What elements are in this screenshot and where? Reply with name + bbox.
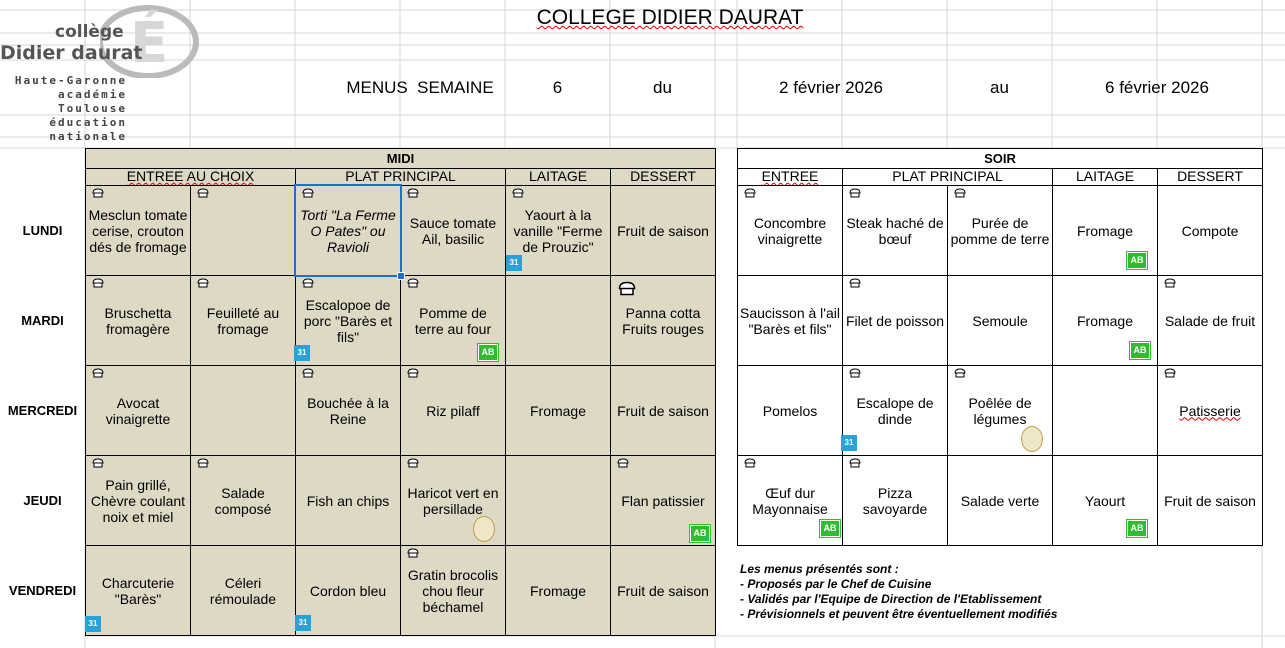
midi-lundi-dessert[interactable]: Fruit de saison	[610, 185, 716, 276]
vegetarian-icon	[473, 516, 495, 542]
soir-mardi-plat[interactable]: Filet de poisson	[842, 275, 948, 366]
midi-mardi-dessert[interactable]: Panna cotta Fruits rouges	[610, 275, 716, 366]
midi-col-entree: ENTREE AU CHOIX	[85, 168, 296, 186]
day-vendredi: VENDREDI	[8, 583, 77, 598]
midi-vendredi-plat[interactable]: Cordon bleu	[295, 545, 401, 636]
logo-subtitle	[2, 74, 127, 144]
day-mardi: MARDI	[21, 313, 64, 328]
soir-lundi-accomp[interactable]: Purée de pomme de terre	[947, 185, 1053, 276]
end-date: 6 février 2026	[1105, 78, 1209, 97]
chef-hat-icon	[954, 188, 966, 198]
local-product-icon: 31	[294, 345, 310, 361]
midi-mercredi-accomp[interactable]: Riz pilaff	[400, 365, 506, 456]
logo-nationale: nationale	[49, 130, 127, 143]
midi-jeudi-accomp[interactable]: Haricot vert en persillade	[400, 455, 506, 546]
midi-lundi-laitage[interactable]: Yaourt à la vanille "Ferme de Prouzic"	[505, 185, 611, 276]
soir-mardi-entree[interactable]: Saucisson à l'ail "Barès et fils"	[737, 275, 843, 366]
au-label: au	[990, 78, 1009, 97]
logo-education: éducation	[49, 116, 127, 129]
soir-col-dessert: DESSERT	[1157, 168, 1263, 186]
svg-text:É: É	[130, 11, 169, 76]
soir-mercredi-laitage[interactable]	[1052, 365, 1158, 456]
midi-mardi-entree1[interactable]: Bruschetta fromagère	[85, 275, 191, 366]
soir-jeudi-accomp[interactable]: Salade verte	[947, 455, 1053, 546]
soir-jeudi-entree[interactable]: Œuf dur Mayonnaise	[737, 455, 843, 546]
midi-jeudi-plat[interactable]: Fish an chips	[295, 455, 401, 546]
vegetarian-icon	[1021, 426, 1043, 452]
soir-jeudi-plat[interactable]: Pizza savoyarde	[842, 455, 948, 546]
menus-label: MENUS SEMAINE	[346, 78, 494, 97]
local-product-icon: 31	[506, 255, 522, 271]
midi-jeudi-laitage[interactable]	[505, 455, 611, 546]
organic-ab-icon: AB	[478, 344, 498, 361]
midi-lundi-entree1[interactable]: Mesclun tomate cerise, crouton dés de fromage	[85, 185, 191, 276]
chef-hat-icon	[849, 458, 861, 468]
chef-hat-icon	[197, 458, 209, 468]
midi-mardi-entree2[interactable]: Feuilleté au fromage	[190, 275, 296, 366]
midi-lundi-accomp[interactable]: Sauce tomate Ail, basilic	[400, 185, 506, 276]
chef-hat-icon	[849, 368, 861, 378]
soir-col-entree: ENTREE	[737, 168, 843, 186]
du-label: du	[653, 78, 672, 97]
chef-hat-icon	[618, 281, 636, 296]
midi-col-plat: PLAT PRINCIPAL	[295, 168, 506, 186]
chef-hat-icon	[407, 278, 419, 288]
day-jeudi: JEUDI	[23, 493, 62, 508]
chef-hat-icon	[302, 278, 314, 288]
chef-hat-icon	[954, 368, 966, 378]
chef-hat-icon	[407, 548, 419, 558]
chef-hat-icon	[849, 278, 861, 288]
midi-vendredi-laitage[interactable]: Fromage	[505, 545, 611, 636]
chef-hat-icon	[92, 188, 104, 198]
soir-lundi-entree[interactable]: Concombre vinaigrette	[737, 185, 843, 276]
logo-academie: académie	[58, 88, 127, 101]
midi-vendredi-dessert[interactable]: Fruit de saison	[610, 545, 716, 636]
chef-hat-icon	[849, 188, 861, 198]
logo-college-line1: collège	[55, 22, 124, 42]
logo-college-line2: Didier daurat	[0, 42, 143, 64]
soir-mercredi-accomp[interactable]: Poêlée de légumes	[947, 365, 1053, 456]
midi-jeudi-entree1[interactable]: Pain grillé, Chèvre coulant noix et miel	[85, 455, 191, 546]
chef-hat-icon	[407, 368, 419, 378]
note-line-4: - Prévisionnels et peuvent être éventuellement modifiés	[740, 607, 1058, 621]
chef-hat-icon	[92, 278, 104, 288]
soir-col-laitage: LAITAGE	[1052, 168, 1158, 186]
organic-ab-icon: AB	[1130, 342, 1150, 359]
soir-title: SOIR	[737, 148, 1263, 169]
midi-col-dessert: DESSERT	[610, 168, 716, 186]
soir-mercredi-dessert[interactable]: Patisserie	[1157, 365, 1263, 456]
midi-mercredi-plat[interactable]: Bouchée à la Reine	[295, 365, 401, 456]
soir-mercredi-plat[interactable]: Escalope de dinde	[842, 365, 948, 456]
soir-mardi-laitage[interactable]: Fromage	[1052, 275, 1158, 366]
midi-mardi-accomp[interactable]: Pomme de terre au four	[400, 275, 506, 366]
soir-jeudi-dessert[interactable]: Fruit de saison	[1157, 455, 1263, 546]
chef-hat-icon	[1164, 368, 1176, 378]
logo-city: Toulouse	[58, 102, 127, 115]
soir-jeudi-laitage[interactable]: Yaourt	[1052, 455, 1158, 546]
soir-col-plat: PLAT PRINCIPAL	[842, 168, 1053, 186]
chef-hat-icon	[407, 458, 419, 468]
local-product-icon: 31	[85, 616, 101, 632]
midi-title: MIDI	[85, 148, 716, 169]
midi-mercredi-laitage[interactable]: Fromage	[505, 365, 611, 456]
chef-hat-icon	[407, 188, 419, 198]
selection-handle[interactable]	[397, 272, 405, 280]
week-number: 6	[552, 78, 563, 97]
soir-lundi-dessert[interactable]: Compote	[1157, 185, 1263, 276]
chef-hat-icon	[302, 368, 314, 378]
organic-ab-icon: AB	[820, 520, 840, 537]
chef-hat-icon	[744, 188, 756, 198]
midi-mercredi-entree2[interactable]	[190, 365, 296, 456]
note-line-2: - Proposés par le Chef de Cuisine	[740, 577, 932, 591]
chef-hat-icon	[92, 458, 104, 468]
day-lundi: LUNDI	[22, 223, 63, 238]
soir-lundi-plat[interactable]: Steak haché de bœuf	[842, 185, 948, 276]
midi-vendredi-entree2[interactable]: Céleri rémoulade	[190, 545, 296, 636]
organic-ab-icon: AB	[1127, 252, 1147, 269]
start-date: 2 février 2026	[779, 78, 883, 97]
chef-hat-icon	[302, 188, 314, 198]
midi-vendredi-entree1[interactable]: Charcuterie "Barès"	[85, 545, 191, 636]
midi-col-laitage: LAITAGE	[505, 168, 611, 186]
local-product-icon: 31	[295, 615, 311, 631]
note-line-3: - Validés par l'Equipe de Direction de l'Etablissement	[740, 592, 1042, 606]
midi-mercredi-entree1[interactable]: Avocat vinaigrette	[85, 365, 191, 456]
logo-region: Haute-Garonne	[14, 74, 127, 87]
midi-vendredi-accomp[interactable]: Gratin brocolis chou fleur béchamel	[400, 545, 506, 636]
midi-mercredi-dessert[interactable]: Fruit de saison	[610, 365, 716, 456]
organic-ab-icon: AB	[1127, 520, 1147, 537]
chef-hat-icon	[1164, 278, 1176, 288]
midi-mardi-laitage[interactable]	[505, 275, 611, 366]
organic-ab-icon: AB	[690, 525, 710, 542]
page-title: COLLEGE DIDIER DAURAT	[536, 6, 804, 29]
midi-jeudi-entree2[interactable]: Salade composé	[190, 455, 296, 546]
chef-hat-icon	[512, 188, 524, 198]
midi-mardi-plat[interactable]: Escalopoe de porc "Barès et fils"	[295, 275, 401, 366]
soir-mercredi-entree[interactable]: Pomelos	[737, 365, 843, 456]
day-mercredi: MERCREDI	[7, 403, 78, 418]
soir-lundi-laitage[interactable]: Fromage	[1052, 185, 1158, 276]
chef-hat-icon	[197, 278, 209, 288]
chef-hat-icon	[92, 368, 104, 378]
midi-jeudi-dessert[interactable]: Flan patissier	[610, 455, 716, 546]
note-line-1: Les menus présentés sont :	[740, 562, 899, 576]
soir-mardi-dessert[interactable]: Salade de fruit	[1157, 275, 1263, 366]
midi-lundi-entree2[interactable]	[190, 185, 296, 276]
chef-hat-icon	[617, 458, 629, 468]
soir-mardi-accomp[interactable]: Semoule	[947, 275, 1053, 366]
midi-lundi-plat[interactable]: Torti "La Ferme O Pates" ou Ravioli	[295, 185, 401, 276]
chef-hat-icon	[197, 188, 209, 198]
local-product-icon: 31	[841, 435, 857, 451]
chef-hat-icon	[744, 458, 756, 468]
